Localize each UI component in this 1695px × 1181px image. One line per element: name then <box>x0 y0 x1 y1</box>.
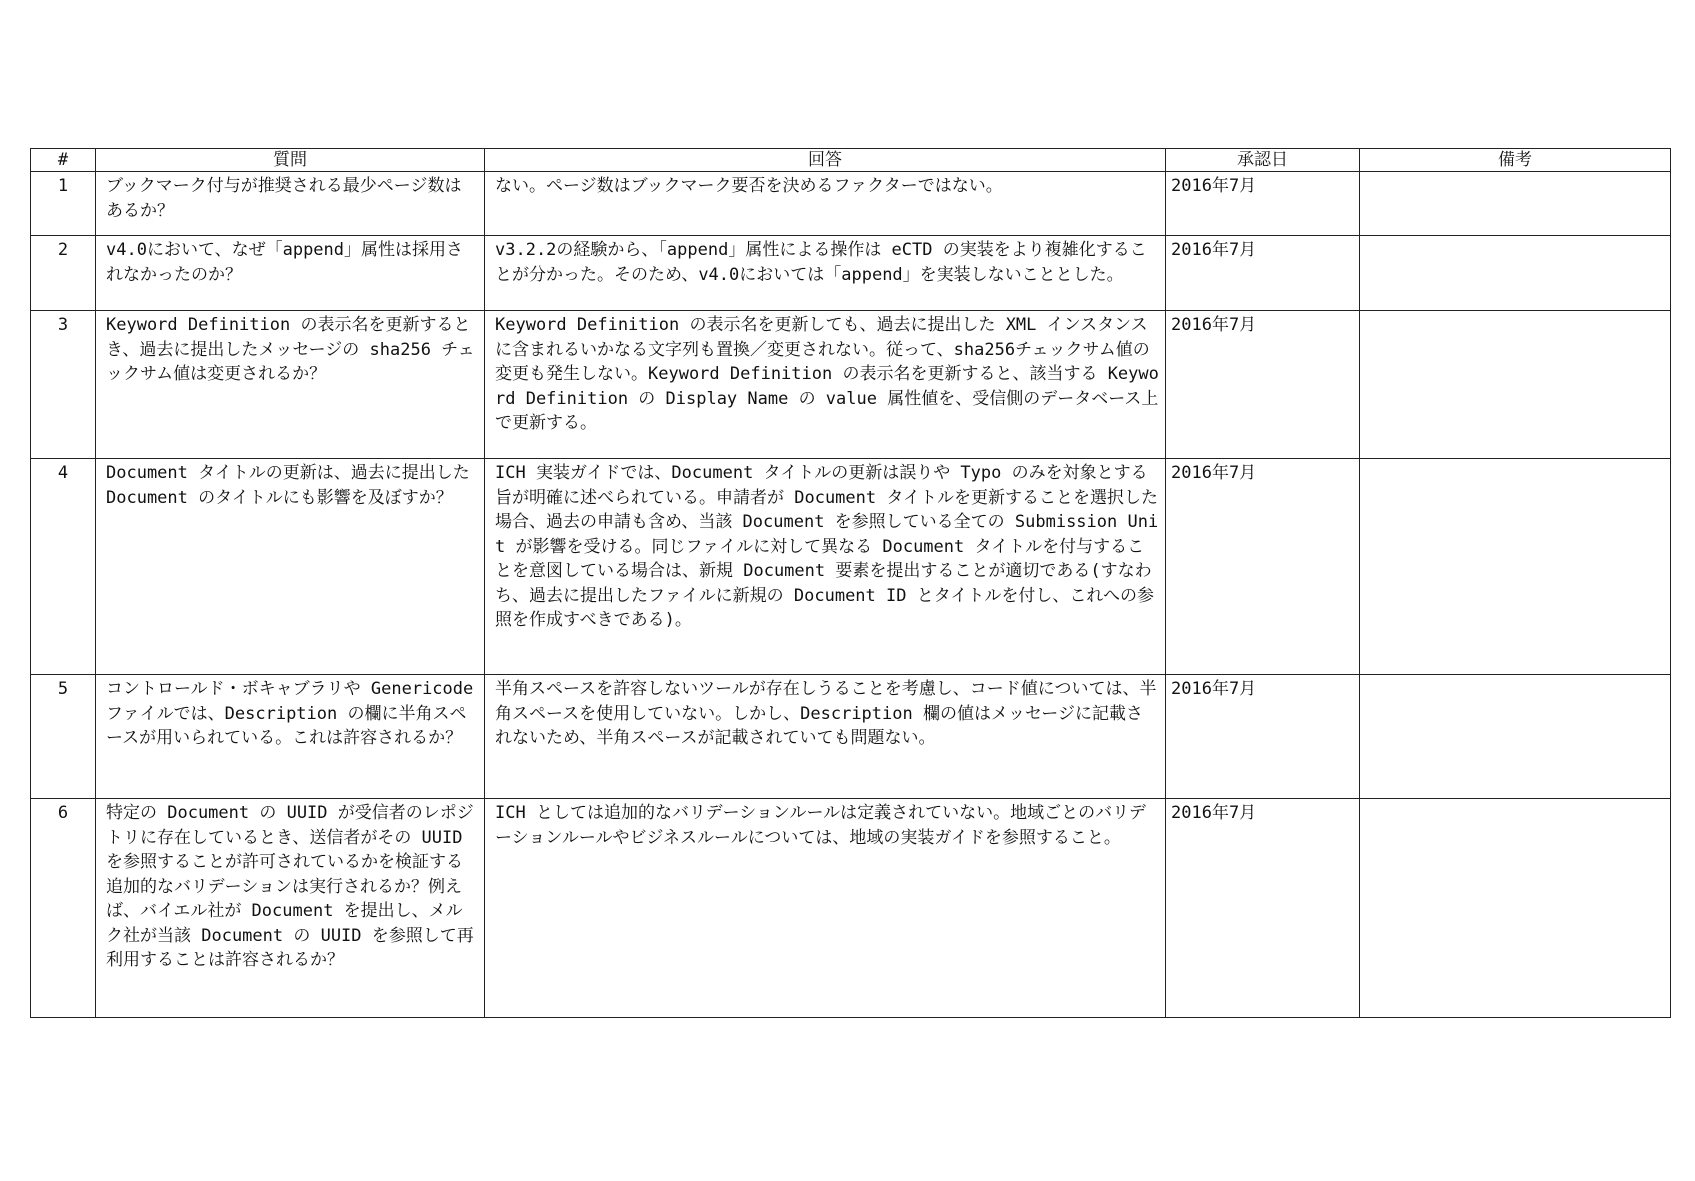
answer-cell: Keyword Definition の表示名を更新しても、過去に提出した XML インスタンスに含まれるいかなる文字列も置換／変更されない。従って、sha256チェックサム値の変更も発生しない。Keyword Definition の表示名を更新すると、該当する Keyword Definition の Display Name の value 属性値を、受信側のデータベース上で更新する。 <box>485 311 1166 459</box>
question-cell: Document タイトルの更新は、過去に提出した Document のタイトルにも影響を及ぼすか？ <box>96 459 485 675</box>
header-notes: 備考 <box>1360 149 1671 172</box>
approval-date-cell: 2016年7月 <box>1166 675 1360 799</box>
header-number: # <box>31 149 96 172</box>
qa-table <box>30 148 1671 1018</box>
approval-date-cell: 2016年7月 <box>1166 459 1360 675</box>
notes-cell <box>1360 236 1671 311</box>
answer-cell: 半角スペースを許容しないツールが存在しうることを考慮し、コード値については、半角スペースを使用していない。しかし、Description 欄の値はメッセージに記載されないため、半角スペースが記載されていても問題ない。 <box>485 675 1166 799</box>
question-cell: Keyword Definition の表示名を更新するとき、過去に提出したメッセージの sha256 チェックサム値は変更されるか？ <box>96 311 485 459</box>
question-cell: v4.0において、なぜ「append」属性は採用されなかったのか？ <box>96 236 485 311</box>
row-number: 6 <box>31 799 96 1018</box>
answer-cell: ない。ページ数はブックマーク要否を決めるファクターではない。 <box>485 172 1166 236</box>
table-row <box>31 172 1671 236</box>
question-cell: 特定の Document の UUID が受信者のレポジトリに存在しているとき、送信者がその UUID を参照することが許可されているかを検証する追加的なバリデーションは実行されるか？例えば、バイエル社が Document を提出し、メルク社が当該 Document の UUID を参照して再利用することは許容されるか？ <box>96 799 485 1018</box>
approval-date-cell: 2016年7月 <box>1166 799 1360 1018</box>
table-row <box>31 236 1671 311</box>
row-number: 4 <box>31 459 96 675</box>
header-answer: 回答 <box>485 149 1166 172</box>
notes-cell <box>1360 459 1671 675</box>
table-row <box>31 311 1671 459</box>
notes-cell <box>1360 172 1671 236</box>
header-approval-date: 承認日 <box>1166 149 1360 172</box>
notes-cell <box>1360 675 1671 799</box>
row-number: 1 <box>31 172 96 236</box>
table-row <box>31 675 1671 799</box>
answer-cell: ICH としては追加的なバリデーションルールは定義されていない。地域ごとのバリデーションルールやビジネスルールについては、地域の実装ガイドを参照すること。 <box>485 799 1166 1018</box>
approval-date-cell: 2016年7月 <box>1166 236 1360 311</box>
answer-cell: v3.2.2の経験から、「append」属性による操作は eCTD の実装をより複雑化することが分かった。そのため、v4.0においては「append」を実装しないこととした。 <box>485 236 1166 311</box>
question-cell: ブックマーク付与が推奨される最少ページ数はあるか？ <box>96 172 485 236</box>
table-row <box>31 799 1671 1018</box>
table-row <box>31 459 1671 675</box>
answer-cell: ICH 実装ガイドでは、Document タイトルの更新は誤りや Typo のみを対象とする旨が明確に述べられている。申請者が Document タイトルを更新することを選択した場合、過去の申請も含め、当該 Document を参照している全ての Submission Unit が影響を受ける。同じファイルに対して異なる Document タイトルを付与することを意図している場合は、新規 Document 要素を提出することが適切である(すなわち、過去に提出したファイルに新規の Document ID とタイトルを付し、これへの参照を作成すべきである)。 <box>485 459 1166 675</box>
header-question: 質問 <box>96 149 485 172</box>
row-number: 2 <box>31 236 96 311</box>
notes-cell <box>1360 311 1671 459</box>
question-cell: コントロールド・ボキャブラリや Genericode ファイルでは、Description の欄に半角スペースが用いられている。これは許容されるか？ <box>96 675 485 799</box>
approval-date-cell: 2016年7月 <box>1166 311 1360 459</box>
notes-cell <box>1360 799 1671 1018</box>
row-number: 3 <box>31 311 96 459</box>
approval-date-cell: 2016年7月 <box>1166 172 1360 236</box>
table-header-row <box>31 149 1671 172</box>
row-number: 5 <box>31 675 96 799</box>
